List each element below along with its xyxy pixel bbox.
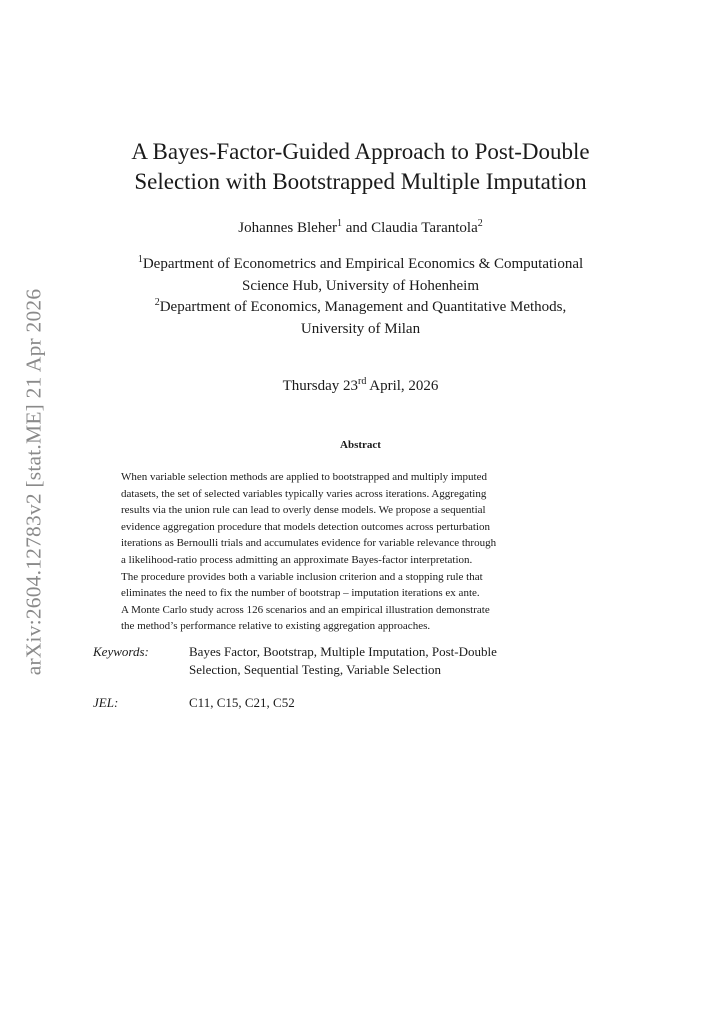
abstract-line: datasets, the set of selected variables typically varies across iterations. Aggregating	[121, 487, 487, 500]
affiliation-text: Department of Econometrics and Empirical Economics & Computational	[142, 256, 584, 272]
abstract-line: eliminates the need to fix the number of bootstrap – imputation iterations ex ante.	[121, 587, 480, 600]
affiliation-2-line-1	[0, 297, 721, 319]
paper-date	[0, 376, 721, 396]
keywords-value	[189, 643, 497, 679]
author-name: Johannes Bleher	[238, 220, 337, 236]
affiliation-1-line-1	[0, 254, 721, 276]
paper-title	[0, 137, 721, 197]
author-conjunction: and	[342, 220, 372, 236]
abstract-line: iterations as Bernoulli trials and accumulates evidence for variable relevance through	[121, 537, 497, 550]
jel-codes: C11, C15, C21, C52	[189, 695, 295, 710]
affiliation-mark: 1	[137, 254, 143, 265]
date-text: Thursday 23	[282, 378, 358, 394]
arxiv-identifier-stamp[interactable]: arXiv:2604.12783v2 [stat.ME] 21 Apr 2026	[21, 288, 46, 676]
author-name: Claudia Tarantola	[371, 220, 478, 236]
abstract-line: A Monte Carlo study across 126 scenarios and an empirical illustration demonstrate	[121, 603, 490, 616]
affiliation-mark: 2	[154, 297, 160, 308]
keywords-label: Keywords:	[93, 644, 149, 659]
affiliations	[0, 254, 721, 340]
date-text: April, 2026	[366, 378, 439, 394]
abstract-heading: Abstract	[340, 439, 381, 451]
abstract-line: results via the union rule can lead to overly dense models. We propose a sequential	[121, 504, 486, 517]
title-line-1: A Bayes-Factor-Guided Approach to Post-Double	[131, 139, 590, 164]
keywords-line: Bayes Factor, Bootstrap, Multiple Imputation, Post-Double	[189, 644, 497, 659]
affiliation-mark: 1	[337, 218, 342, 229]
abstract-line: The procedure provides both a variable inclusion criterion and a stopping rule that	[121, 570, 483, 583]
abstract-line: a likelihood-ratio process admitting an approximate Bayes-factor interpretation.	[121, 553, 473, 566]
title-line-2: Selection with Bootstrapped Multiple Imputation	[134, 169, 587, 194]
jel-label: JEL:	[93, 695, 119, 710]
keywords-line: Selection, Sequential Testing, Variable Selection	[189, 662, 442, 677]
abstract-line: the method’s performance relative to existing aggregation approaches.	[121, 620, 431, 633]
affiliation-text: Department of Economics, Management and Quantitative Methods,	[159, 299, 567, 315]
author-list	[0, 218, 721, 238]
affiliation-2-line-2: University of Milan	[300, 320, 421, 337]
affiliation-1-line-2: Science Hub, University of Hohenheim	[241, 277, 480, 294]
affiliation-mark: 2	[477, 218, 483, 229]
jel-section	[93, 694, 295, 712]
abstract-body	[121, 469, 601, 635]
date-ordinal: rd	[357, 376, 367, 387]
abstract-line: When variable selection methods are applied to bootstrapped and multiply imputed	[121, 471, 487, 483]
keywords-section	[93, 643, 497, 679]
abstract-line: evidence aggregation procedure that models detection outcomes across perturbation	[121, 520, 490, 533]
